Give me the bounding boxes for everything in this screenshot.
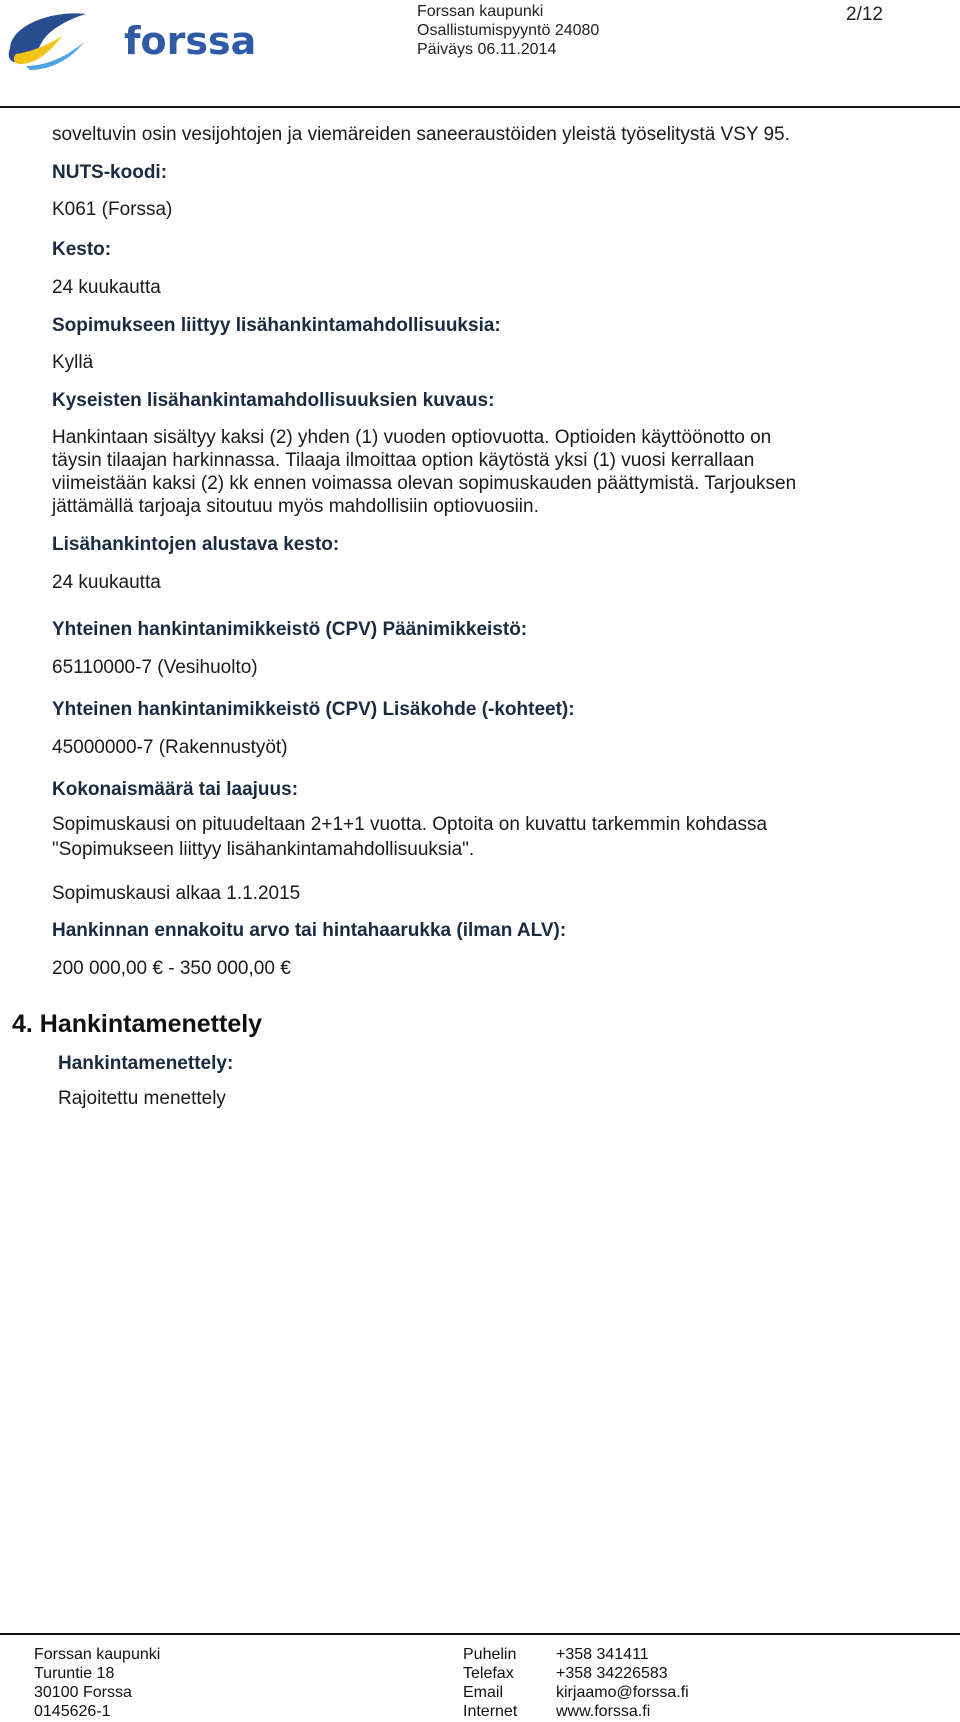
cpv-additional-label: Yhteinen hankintanimikkeistö (CPV) Lisäkohde (-kohteet):: [52, 699, 575, 720]
footer-divider: [0, 1633, 960, 1635]
options-description-line: Hankintaan sisältyy kaksi (2) yhden (1) vuoden optiovuotta. Optioiden käyttöönotto on: [52, 427, 772, 448]
cpv-additional-value: 45000000-7 (Rakennustyöt): [52, 737, 288, 758]
additional-duration-label: Lisähankintojen alustava kesto:: [52, 534, 340, 555]
options-description-label: Kyseisten lisähankintamahdollisuuksien kuvaus:: [52, 390, 495, 411]
internet-label: Internet: [463, 1703, 518, 1720]
header-org: Forssan kaupunki: [417, 3, 544, 20]
options-description-line: jättämällä tarjoaja sitoutuu myös mahdollisiin optiovuosiin.: [52, 496, 539, 517]
options-label: Sopimukseen liittyy lisähankintamahdollisuuksia:: [52, 315, 501, 336]
options-description-line: viimeistään kaksi (2) kk ennen voimassa olevan sopimuskauden päättymistä. Tarjouksen: [52, 473, 797, 494]
phone-value: +358 341411: [556, 1646, 649, 1663]
footer-org: Forssan kaupunki: [34, 1646, 161, 1663]
footer-contact-values: [556, 1645, 689, 1721]
phone-label: Puhelin: [463, 1646, 517, 1663]
scope-label: Kokonaismäärä tai laajuus:: [52, 779, 299, 800]
procedure-label: Hankintamenettely:: [58, 1053, 234, 1074]
nuts-label: NUTS-koodi:: [52, 162, 168, 183]
logo-wordmark: forssa: [124, 19, 257, 63]
footer-postal: 30100 Forssa: [34, 1684, 132, 1701]
additional-duration-value: 24 kuukautta: [52, 572, 161, 593]
options-description-line: täysin tilaajan harkinnassa. Tilaaja ilmoittaa option käytöstä yksi (1) vuosi kerrallaan: [52, 450, 755, 471]
duration-label: Kesto:: [52, 239, 112, 260]
fax-value: +358 34226583: [556, 1665, 668, 1682]
duration-value: 24 kuukautta: [52, 277, 161, 298]
options-description: [52, 426, 912, 518]
header-request: Osallistumispyyntö 24080: [417, 22, 600, 39]
page-number: 2/12: [846, 4, 883, 25]
scope-line: "Sopimukseen liittyy lisähankintamahdollisuuksia".: [52, 839, 475, 860]
options-value: Kyllä: [52, 352, 94, 373]
header-info: [417, 2, 599, 59]
section-heading: 4. Hankintamenettely: [12, 1010, 263, 1038]
scope-line: Sopimuskausi on pituudeltaan 2+1+1 vuotta. Optoita on kuvattu tarkemmin kohdassa: [52, 814, 768, 835]
intro-text: soveltuvin osin vesijohtojen ja viemäreiden saneeraustöiden yleistä työselitystä VSY 95.: [52, 124, 790, 145]
estimated-value-label: Hankinnan ennakoitu arvo tai hintahaarukka (ilman ALV):: [52, 920, 567, 941]
footer-address: [34, 1645, 160, 1721]
scope-text: [52, 812, 912, 862]
cpv-main-label: Yhteinen hankintanimikkeistö (CPV) Päänimikkeistö:: [52, 619, 528, 640]
website-link[interactable]: www.forssa.fi: [556, 1703, 651, 1720]
cpv-main-value: 65110000-7 (Vesihuolto): [52, 657, 258, 678]
footer-contact-labels: [463, 1645, 517, 1721]
estimated-value: 200 000,00 € - 350 000,00 €: [52, 958, 291, 979]
footer-business-id: 0145626-1: [34, 1703, 111, 1720]
email-link[interactable]: kirjaamo@forssa.fi: [556, 1684, 689, 1701]
footer-street: Turuntie 18: [34, 1665, 115, 1682]
contract-start: Sopimuskausi alkaa 1.1.2015: [52, 883, 301, 904]
fax-label: Telefax: [463, 1665, 514, 1682]
header-date: Päiväys 06.11.2014: [417, 41, 557, 58]
procedure-value: Rajoitettu menettely: [58, 1088, 226, 1109]
forssa-logo: [6, 6, 296, 72]
email-label: Email: [463, 1684, 504, 1701]
nuts-value: K061 (Forssa): [52, 199, 173, 220]
header-divider: [0, 106, 960, 108]
